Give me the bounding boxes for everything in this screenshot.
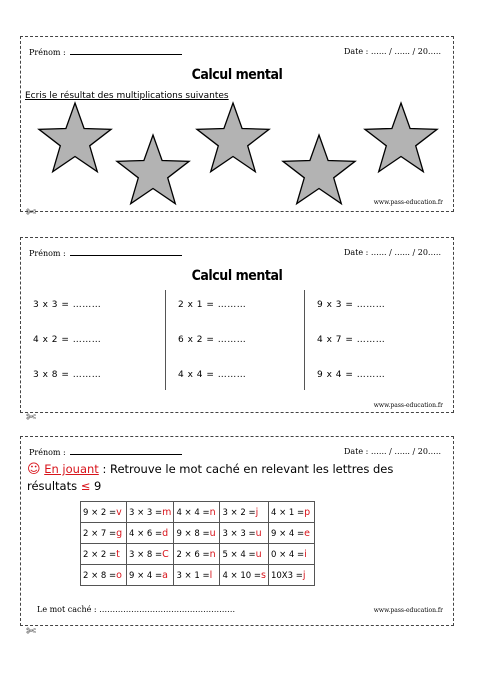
cell-equation: 3 × 1 = (176, 570, 210, 581)
instruction-text: : Retrouve le mot caché en relevant les lettres des résultats (27, 462, 394, 493)
worksheet-card-1 (20, 36, 454, 212)
star-3 (197, 103, 269, 172)
grid-row (81, 565, 315, 586)
prenom-field: Prénom : (29, 47, 182, 57)
cell-equation: 10X3 = (270, 570, 303, 581)
worksheet-card-2 (20, 237, 454, 413)
grid-cell (220, 523, 269, 544)
equation: 2 x 1 = ……… (178, 300, 247, 310)
grid-cell (220, 565, 269, 586)
grid-cell (127, 502, 174, 523)
equation: 4 x 2 = ……… (33, 335, 102, 345)
cell-equation: 2 × 7 = (83, 528, 117, 539)
grid-cell (174, 502, 220, 523)
less-equal-symbol: ≤ (80, 479, 91, 493)
cell-equation: 2 × 2 = (83, 549, 117, 560)
prenom-field: Prénom : (29, 447, 182, 457)
cell-equation: 2 × 6 = (176, 549, 210, 560)
instruction-text: Ecris le résultat des multiplications suivantes (25, 91, 229, 101)
cell-letter: a (162, 569, 168, 581)
cell-letter: o (116, 569, 122, 581)
grid-cell (268, 565, 314, 586)
grid-cell (127, 565, 174, 586)
equation: 3 x 3 = ……… (33, 300, 102, 310)
cell-letter: u (209, 527, 216, 539)
grid-cell (81, 544, 127, 565)
star-5 (365, 103, 437, 172)
cell-letter: m (162, 506, 172, 518)
equation: 9 x 3 = ……… (317, 300, 386, 310)
cell-equation: 9 × 4 = (270, 528, 305, 539)
grid-cell (174, 544, 220, 565)
date-field: Date : …... / …... / 20….. (344, 47, 441, 56)
grid-cell (81, 565, 127, 586)
hidden-word-line: Le mot caché : …………………………………………… (37, 605, 236, 614)
grid-cell (174, 565, 220, 586)
card-header (29, 248, 445, 262)
grid-cell (174, 523, 220, 544)
cell-letter: i (304, 548, 307, 560)
cell-equation: 2 × 8 = (83, 570, 117, 581)
cell-letter: u (255, 548, 262, 560)
smiley-icon: ☺ (27, 462, 41, 477)
grid-row (81, 523, 315, 544)
cell-equation: 4 × 1 = (270, 507, 305, 518)
cell-letter: p (304, 506, 311, 518)
keyword: En jouant (44, 462, 99, 476)
date-field: Date : …... / …... / 20….. (344, 248, 441, 257)
website-footer: www.pass-education.fr (373, 607, 443, 614)
prenom-line (70, 447, 182, 455)
grid-cell (81, 502, 127, 523)
cell-equation: 9 × 4 = (129, 570, 163, 581)
grid-cell (220, 544, 269, 565)
website-footer: www.pass-education.fr (373, 402, 443, 409)
game-instruction (27, 461, 447, 495)
cell-equation: 3 × 8 = (129, 549, 163, 560)
card-title: Calcul mental (191, 67, 283, 83)
grid-row (81, 544, 315, 565)
equation-column-1 (21, 290, 166, 390)
cell-letter: u (255, 527, 262, 539)
scissors-icon: ✄ (26, 205, 37, 219)
card-header (29, 47, 445, 61)
equation: 3 x 8 = ……… (33, 370, 102, 380)
cell-letter: g (116, 527, 123, 539)
cell-letter: n (209, 548, 216, 560)
cell-letter: v (116, 506, 122, 518)
grid-cell (81, 523, 127, 544)
cell-equation: 9 × 8 = (176, 528, 210, 539)
cell-equation: 3 × 3 = (129, 507, 163, 518)
card-title: Calcul mental (191, 268, 283, 284)
cell-equation: 5 × 4 = (222, 549, 256, 560)
cell-letter: n (209, 506, 216, 518)
cell-equation: 0 × 4 = (270, 549, 305, 560)
star-2 (117, 135, 189, 204)
grid-cell (268, 502, 314, 523)
star-1 (39, 103, 111, 172)
cell-letter: C (162, 548, 169, 560)
prenom-line (70, 47, 182, 55)
grid-cell (127, 544, 174, 565)
equation-column-2 (165, 290, 305, 390)
grid-cell (127, 523, 174, 544)
cell-letter: d (162, 527, 169, 539)
cell-equation: 3 × 2 = (222, 507, 256, 518)
cell-equation: 4 × 10 = (222, 570, 262, 581)
letter-grid (80, 501, 315, 586)
grid-cell (220, 502, 269, 523)
cell-letter: e (304, 527, 310, 539)
card-header (29, 447, 445, 461)
star-4 (283, 135, 355, 204)
prenom-field: Prénom : (29, 248, 182, 258)
grid-cell (268, 523, 314, 544)
stars-group (21, 97, 455, 212)
grid-row (81, 502, 315, 523)
equation: 4 x 7 = ……… (317, 335, 386, 345)
cell-letter: l (209, 569, 213, 581)
cell-letter: j (255, 506, 259, 518)
equation-column-3 (304, 290, 449, 390)
date-field: Date : …... / …... / 20….. (344, 447, 441, 456)
equation: 4 x 4 = ……… (178, 370, 247, 380)
threshold: 9 (90, 479, 102, 493)
website-footer: www.pass-education.fr (373, 199, 443, 206)
cell-letter: t (116, 548, 120, 560)
prenom-line (70, 248, 182, 256)
equation: 9 x 4 = ……… (317, 370, 386, 380)
cell-letter: j (302, 569, 306, 581)
cell-equation: 3 × 3 = (222, 528, 256, 539)
cell-equation: 4 × 4 = (176, 507, 210, 518)
equation: 6 x 2 = ……… (178, 335, 247, 345)
scissors-icon: ✄ (26, 624, 37, 638)
worksheet-card-3 (20, 436, 454, 626)
cell-equation: 9 × 2 = (83, 507, 117, 518)
scissors-icon: ✄ (26, 410, 37, 424)
cell-letter: s (261, 569, 266, 581)
grid-cell (268, 544, 314, 565)
cell-equation: 4 × 6 = (129, 528, 163, 539)
